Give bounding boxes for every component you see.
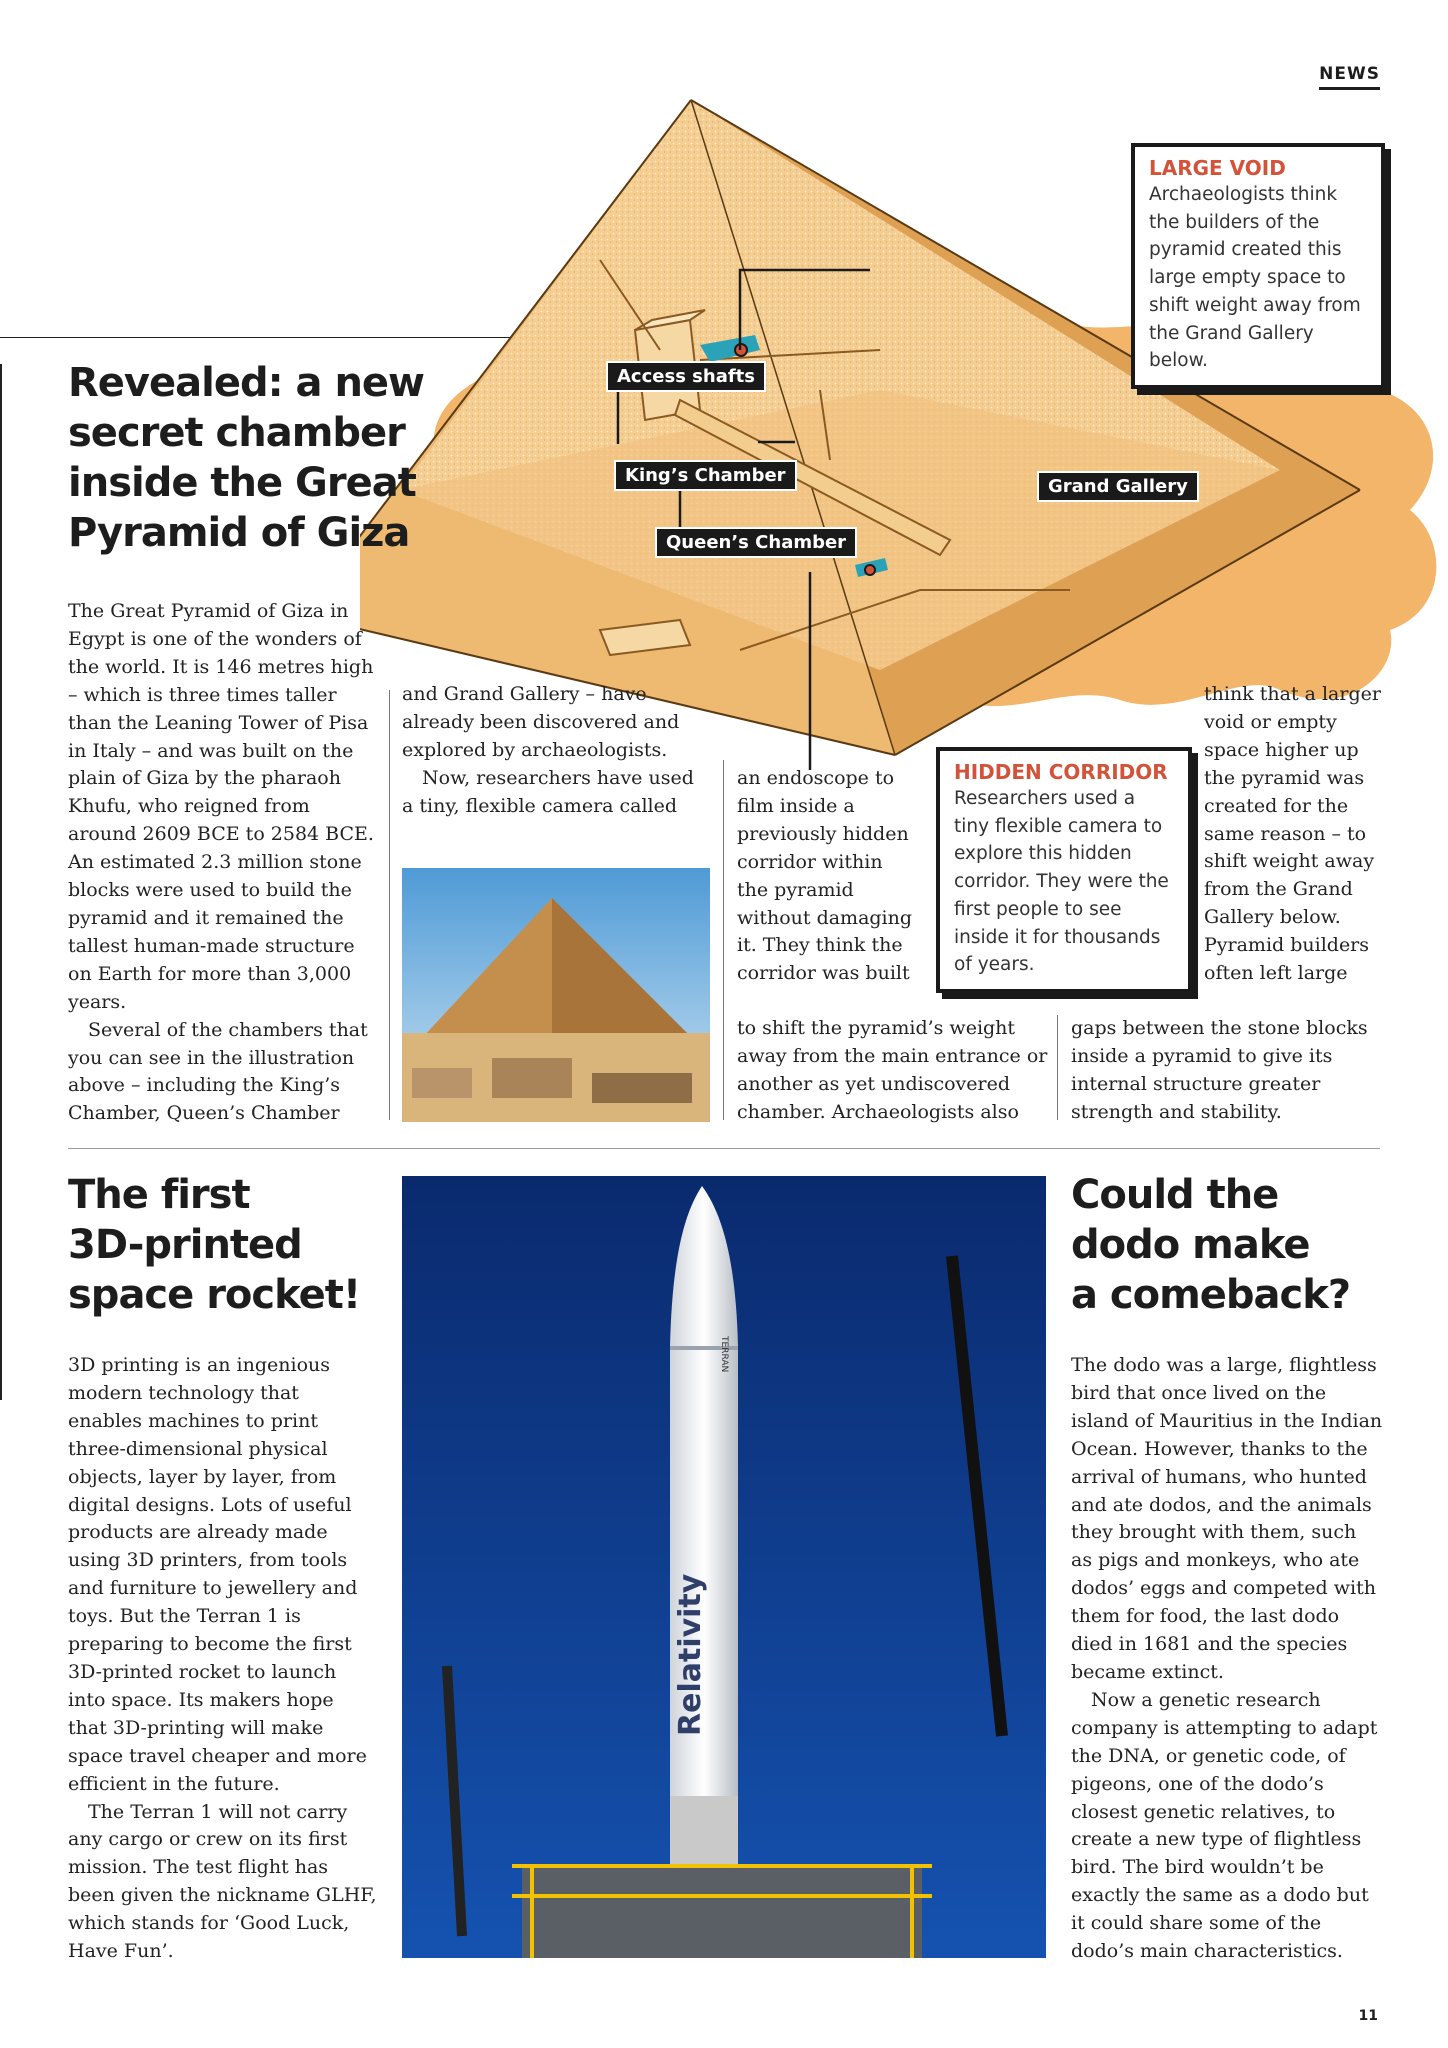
column-rule	[1057, 1015, 1058, 1120]
pyramid-paragraph: The Great Pyramid of Giza in Egypt is one of the wonders of the world. It is 146 metres high – which is three times taller than the Leaning Tower of Pisa in Italy – and was built on the plain of Giza by the pharaoh Khufu, who reigned from around 2609 BCE to 2584 BCE. An estimated 2.3 million stone blocks were used to build the pyramid and it remained the tallest human-made structure on Earth for more than 3,000 years.	[68, 600, 374, 1013]
pyramid-paragraph: an endoscope to film inside a previously hidden corridor within the pyramid without damaging it. They think the corridor was built	[737, 767, 913, 985]
label-kings-chamber: King’s Chamber	[614, 460, 797, 491]
label-queens-chamber: Queen’s Chamber	[655, 527, 857, 558]
callout-hidden-corridor-title: HIDDEN CORRIDOR	[954, 760, 1168, 784]
dodo-headline-line: a comeback?	[1071, 1272, 1351, 1318]
pyramid-col-3b	[737, 1015, 1057, 1127]
rocket-body	[68, 1352, 378, 1966]
pyramid-paragraph: and Grand Gallery – have already been discovered and explored by archaeologists.	[402, 683, 680, 761]
dodo-headline	[1071, 1170, 1381, 1320]
pyramid-paragraph: think that a larger void or empty space higher up the pyramid was created for the same reason – to shift weight away from the Grand Gallery below. Pyramid builders often left large	[1204, 683, 1381, 985]
pyramid-headline-line: inside the Great	[68, 460, 416, 506]
section-tag: NEWS	[1319, 64, 1380, 90]
pyramid-paragraph: gaps between the stone blocks inside a pyramid to give its internal structure greater strength and stability.	[1071, 1017, 1368, 1123]
callout-hidden-corridor-text: Researchers used a tiny flexible camera to explore this hidden corridor. They were the first people to see inside it for thousands of years.	[954, 788, 1169, 976]
pyramid-col-4a	[1204, 681, 1382, 988]
column-rule	[723, 760, 724, 1120]
pyramid-headline	[68, 358, 428, 558]
label-access-shafts: Access shafts	[606, 361, 766, 392]
pyramid-headline-line: Pyramid of Giza	[68, 510, 410, 556]
pyramid-paragraph: to shift the pyramid’s weight away from the main entrance or another as yet undiscovered chamber. Archaeologists also	[737, 1017, 1048, 1123]
page-number: 11	[1358, 2008, 1378, 2024]
callout-hidden-corridor	[936, 747, 1192, 993]
rocket-paragraph: The Terran 1 will not carry any cargo or crew on its first mission. The test flight has been given the nickname GLHF, which stands for ‘Good Luck, Have Fun’.	[68, 1800, 377, 1963]
left-rule	[0, 364, 2, 1400]
rocket-photo	[402, 1176, 1046, 1958]
pyramid-col-3a	[737, 765, 917, 988]
pyramid-col-4b	[1071, 1015, 1383, 1127]
column-rule	[389, 690, 390, 1120]
rocket-headline	[68, 1170, 388, 1320]
rocket-headline-line: The first	[68, 1172, 250, 1218]
rocket-brand-text: Relativity	[673, 1573, 708, 1736]
dodo-body	[1071, 1352, 1383, 1966]
rocket-headline-line: space rocket!	[68, 1272, 361, 1318]
pyramid-paragraph: Several of the chambers that you can see in the illustration above – including the King’s Chamber, Queen’s Chamber	[68, 1018, 368, 1125]
dodo-paragraph: The dodo was a large, flightless bird that once lived on the island of Mauritius in the Indian Ocean. However, thanks to the arrival of humans, who hunted and ate dodos, and the animals they brought with them, such as pigs and monkeys, who ate dodos’ eggs and competed with them for food, the last dodo died in 1681 and the species became extinct.	[1071, 1354, 1383, 1683]
dodo-headline-line: Could the	[1071, 1172, 1279, 1218]
callout-large-void	[1131, 143, 1385, 389]
pyramid-headline-line: Revealed: a new	[68, 360, 424, 406]
pyramid-paragraph: Now, researchers have used a tiny, flexible camera called	[402, 766, 694, 817]
pyramid-col-2	[402, 681, 710, 821]
pyramid-photo	[402, 868, 710, 1122]
dodo-headline-line: dodo make	[1071, 1222, 1310, 1268]
callout-large-void-title: LARGE VOID	[1149, 156, 1286, 180]
rocket-headline-line: 3D-printed	[68, 1222, 302, 1268]
pyramid-col-1	[68, 598, 378, 1128]
dodo-paragraph: Now a genetic research company is attempting to adapt the DNA, or genetic code, of pigeons, one of the dodo’s closest genetic relatives, to create a new type of flightless bird. The bird wouldn’t be exactly the same as a dodo but it could share some of the dodo’s main characteristics.	[1071, 1688, 1378, 1963]
label-grand-gallery: Grand Gallery	[1037, 471, 1199, 502]
section-divider	[68, 1148, 1380, 1149]
callout-large-void-text: Archaeologists think the builders of the pyramid created this large empty space to shift weight away from the Grand Gallery below.	[1149, 184, 1361, 372]
pyramid-headline-line: secret chamber	[68, 410, 405, 456]
rocket-paragraph: 3D printing is an ingenious modern technology that enables machines to print three-dimensional physical objects, layer by layer, from digital designs. Lots of useful products are already made using 3D printers, from tools and furniture to jewellery and toys. But the Terran 1 is preparing to become the first 3D-printed rocket to launch into space. Its makers hope that 3D-printing will make space travel cheaper and more efficient in the future.	[68, 1354, 367, 1795]
rocket-name-text: TERRAN	[719, 1336, 729, 1373]
